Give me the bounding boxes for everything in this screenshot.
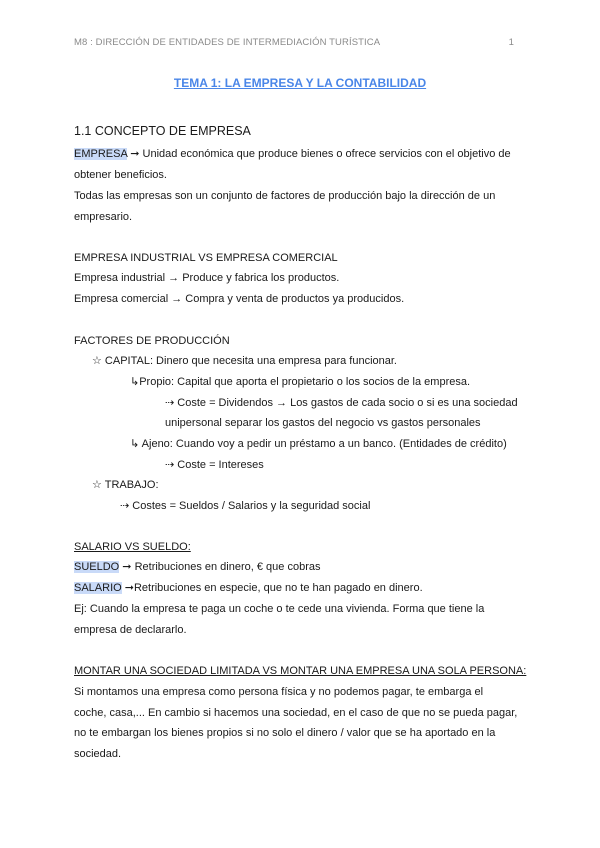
trabajo-item: ☆ TRABAJO: bbox=[92, 479, 159, 491]
definition-text: ➞ Unidad económica que produce bienes o ofrece servicios con el objetivo de bbox=[127, 148, 511, 160]
definition-text: ➞Retribuciones en especie, que no te han pagado en dinero. bbox=[121, 582, 423, 594]
empresa-industrial-line: Empresa industrial → Produce y fabrica los productos. bbox=[74, 272, 340, 284]
coste-propio-line: ⇢ Coste = Dividendos → Los gastos de cada socio o si es una sociedad bbox=[165, 397, 518, 409]
term-sueldo: SUELDO bbox=[74, 561, 120, 573]
term-empresa: EMPRESA bbox=[74, 148, 128, 160]
paragraph-line: empresario. bbox=[74, 211, 133, 223]
paragraph-line: coche, casa,... En cambio si hacemos una sociedad, en el caso de que no se pueda pagar, bbox=[74, 707, 518, 719]
empresa-comercial-line: Empresa comercial → Compra y venta de productos ya producidos. bbox=[74, 293, 405, 305]
document-title: TEMA 1: LA EMPRESA Y LA CONTABILIDAD bbox=[173, 76, 427, 90]
example-line: empresa de declararlo. bbox=[74, 624, 187, 636]
page-header bbox=[74, 37, 514, 48]
paragraph-line: Todas las empresas son un conjunto de factores de producción bajo la dirección de un bbox=[74, 190, 496, 202]
definition-text: ➞ Retribuciones en dinero, € que cobras bbox=[119, 561, 321, 573]
definition-salario bbox=[74, 581, 423, 595]
course-title: M8 : DIRECCIÓN DE ENTIDADES DE INTERMEDIACIÓN TURÍSTICA bbox=[74, 37, 381, 48]
capital-propio-item: ↳Propio: Capital que aporta el propietario o los socios de la empresa. bbox=[130, 376, 471, 388]
coste-ajeno-line: ⇢ Coste = Intereses bbox=[165, 459, 264, 471]
paragraph-line: Si montamos una empresa como persona física y no podemos pagar, te embarga el bbox=[74, 686, 484, 698]
coste-trabajo-line: ⇢ Costes = Sueldos / Salarios y la seguridad social bbox=[120, 500, 371, 512]
capital-item: ☆ CAPITAL: Dinero que necesita una empresa para funcionar. bbox=[92, 355, 397, 367]
coste-propio-line: unipersonal separar los gastos del negocio vs gastos personales bbox=[165, 417, 481, 429]
page-number: 1 bbox=[508, 37, 514, 48]
term-salario: SALARIO bbox=[74, 582, 122, 594]
definition-empresa bbox=[74, 147, 511, 161]
section-heading-industrial-comercial: EMPRESA INDUSTRIAL VS EMPRESA COMERCIAL bbox=[74, 252, 338, 264]
section-heading-concepto: 1.1 CONCEPTO DE EMPRESA bbox=[74, 124, 251, 138]
section-heading-salario-sueldo: SALARIO VS SUELDO: bbox=[74, 541, 191, 553]
paragraph-line: sociedad. bbox=[74, 748, 122, 760]
capital-ajeno-item: ↳ Ajeno: Cuando voy a pedir un préstamo a un banco. (Entidades de crédito) bbox=[130, 438, 507, 450]
definition-sueldo bbox=[74, 560, 320, 574]
example-line: Ej: Cuando la empresa te paga un coche o te cede una vivienda. Forma que tiene la bbox=[74, 603, 485, 615]
section-heading-factores: FACTORES DE PRODUCCIÓN bbox=[74, 335, 230, 347]
paragraph-line: no te embargan los bienes propios si no solo el dinero / valor que se ha aportado en la bbox=[74, 727, 496, 739]
section-heading-sociedad: MONTAR UNA SOCIEDAD LIMITADA VS MONTAR UNA EMPRESA UNA SOLA PERSONA: bbox=[74, 665, 527, 677]
definition-continued: obtener beneficios. bbox=[74, 169, 167, 181]
